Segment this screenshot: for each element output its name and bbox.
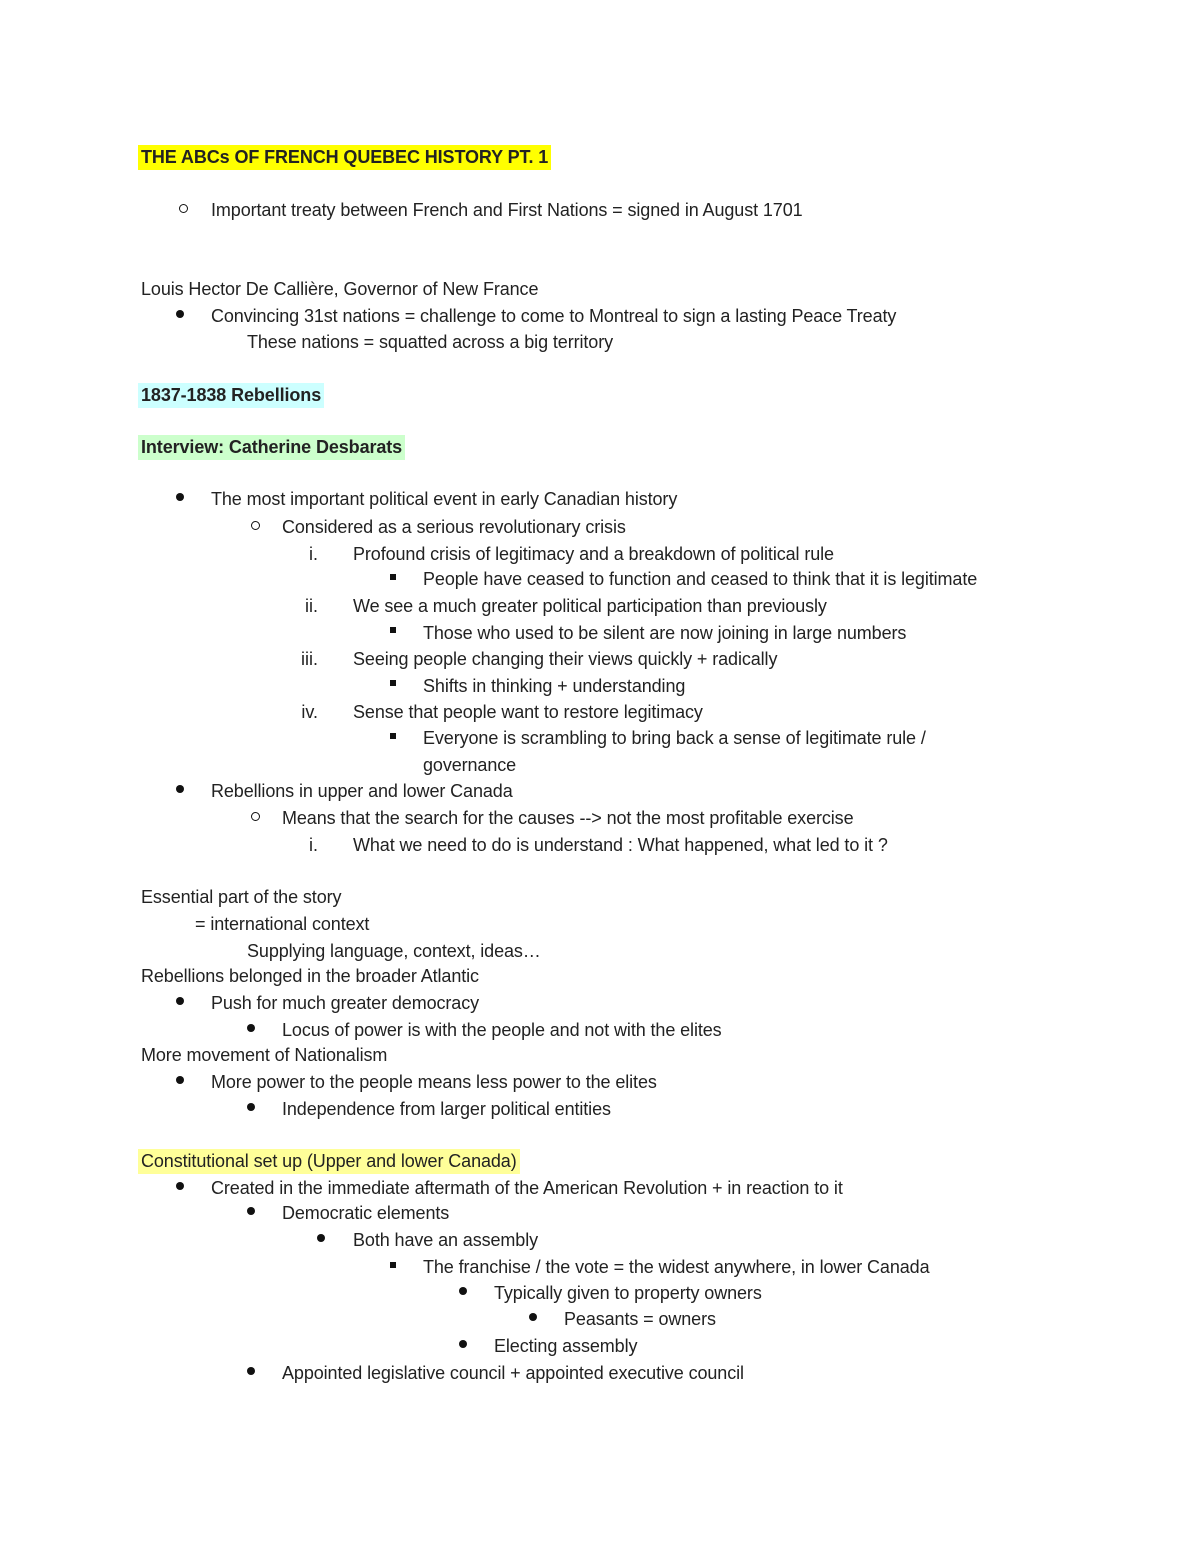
outline-b2-r1: What we need to do is understand : What happened, what led to it ? — [353, 835, 888, 855]
outline-r3: Seeing people changing their views quickly + radically — [353, 649, 778, 669]
convincing-line: Convincing 31st nations = challenge to come to Montreal to sign a lasting Peace Treaty — [211, 306, 897, 326]
franchise-line: The franchise / the vote = the widest anywhere, in lower Canada — [423, 1257, 930, 1277]
rebellions-highlight: 1837-1838 Rebellions — [138, 383, 324, 408]
hollow-circle-bullet-icon — [251, 521, 260, 530]
outline-r1-sub: People have ceased to function and ceased to think that it is legitimate — [423, 569, 978, 589]
essential-line-4: Rebellions belonged in the broader Atlantic — [141, 966, 479, 986]
page-title — [141, 146, 551, 168]
squatted-line: These nations = squatted across a big territory — [247, 332, 613, 352]
hollow-circle-bullet-icon — [179, 204, 188, 213]
outline-b1: The most important political event in early Canadian history — [211, 489, 678, 509]
essential-line-1: Essential part of the story — [141, 887, 342, 907]
movement-line: More movement of Nationalism — [141, 1045, 388, 1065]
title-highlight: THE ABCs OF FRENCH QUEBEC HISTORY PT. 1 — [138, 145, 551, 170]
outline-b2: Rebellions in upper and lower Canada — [211, 781, 513, 801]
roman-numeral: iv. — [301, 702, 318, 722]
outline-r3-sub: Shifts in thinking + understanding — [423, 676, 686, 696]
independence-line: Independence from larger political entities — [282, 1099, 611, 1119]
created-line: Created in the immediate aftermath of the American Revolution + in reaction to it — [211, 1178, 843, 1198]
essential-line-3: Supplying language, context, ideas… — [247, 941, 541, 961]
outline-r2-sub: Those who used to be silent are now joining in large numbers — [423, 623, 907, 643]
locus-line: Locus of power is with the people and not with the elites — [282, 1020, 722, 1040]
treaty-line: Important treaty between French and First Nations = signed in August 1701 — [211, 200, 803, 220]
roman-numeral: i. — [309, 835, 318, 855]
outline-r1: Profound crisis of legitimacy and a breakdown of political rule — [353, 544, 834, 564]
more-power-line: More power to the people means less power to the elites — [211, 1072, 657, 1092]
bullet-icon — [459, 1287, 467, 1295]
roman-numeral: i. — [309, 544, 318, 564]
outline-r4-sub-2: governance — [423, 755, 517, 775]
democratic-line: Democratic elements — [282, 1203, 450, 1223]
constitutional-highlight: Constitutional set up (Upper and lower Canada) — [138, 1149, 520, 1174]
bullet-icon — [176, 785, 184, 793]
peasants-line: Peasants = owners — [564, 1309, 716, 1329]
outline-r2: We see a much greater political participation than previously — [353, 596, 827, 616]
bullet-icon — [247, 1024, 255, 1032]
roman-numeral: ii. — [305, 596, 318, 616]
outline-b2-sub: Means that the search for the causes --> not the most profitable exercise — [282, 808, 854, 828]
bullet-icon — [176, 1076, 184, 1084]
interview-highlight: Interview: Catherine Desbarats — [138, 435, 405, 460]
property-line: Typically given to property owners — [494, 1283, 762, 1303]
rebellions-heading — [141, 384, 324, 406]
outline-r4: Sense that people want to restore legitimacy — [353, 702, 703, 722]
electing-line: Electing assembly — [494, 1336, 638, 1356]
square-bullet-icon — [390, 627, 396, 633]
bullet-icon — [529, 1313, 537, 1321]
constitutional-heading — [141, 1150, 520, 1172]
essential-line-2: = international context — [195, 914, 370, 934]
interview-heading — [141, 436, 405, 458]
push-line: Push for much greater democracy — [211, 993, 480, 1013]
bullet-icon — [176, 493, 184, 501]
appointed-line: Appointed legislative council + appointed executive council — [282, 1363, 744, 1383]
bullet-icon — [176, 310, 184, 318]
bullet-icon — [247, 1103, 255, 1111]
assembly-line: Both have an assembly — [353, 1230, 539, 1250]
bullet-icon — [459, 1340, 467, 1348]
bullet-icon — [247, 1367, 255, 1375]
governor-line: Louis Hector De Callière, Governor of New France — [141, 279, 539, 299]
bullet-icon — [176, 997, 184, 1005]
square-bullet-icon — [390, 733, 396, 739]
roman-numeral: iii. — [301, 649, 318, 669]
bullet-icon — [176, 1182, 184, 1190]
square-bullet-icon — [390, 1262, 396, 1268]
square-bullet-icon — [390, 574, 396, 580]
outline-b1-sub: Considered as a serious revolutionary crisis — [282, 517, 626, 537]
bullet-icon — [247, 1207, 255, 1215]
outline-r4-sub-1: Everyone is scrambling to bring back a sense of legitimate rule / — [423, 728, 926, 748]
bullet-icon — [317, 1234, 325, 1242]
hollow-circle-bullet-icon — [251, 812, 260, 821]
square-bullet-icon — [390, 680, 396, 686]
